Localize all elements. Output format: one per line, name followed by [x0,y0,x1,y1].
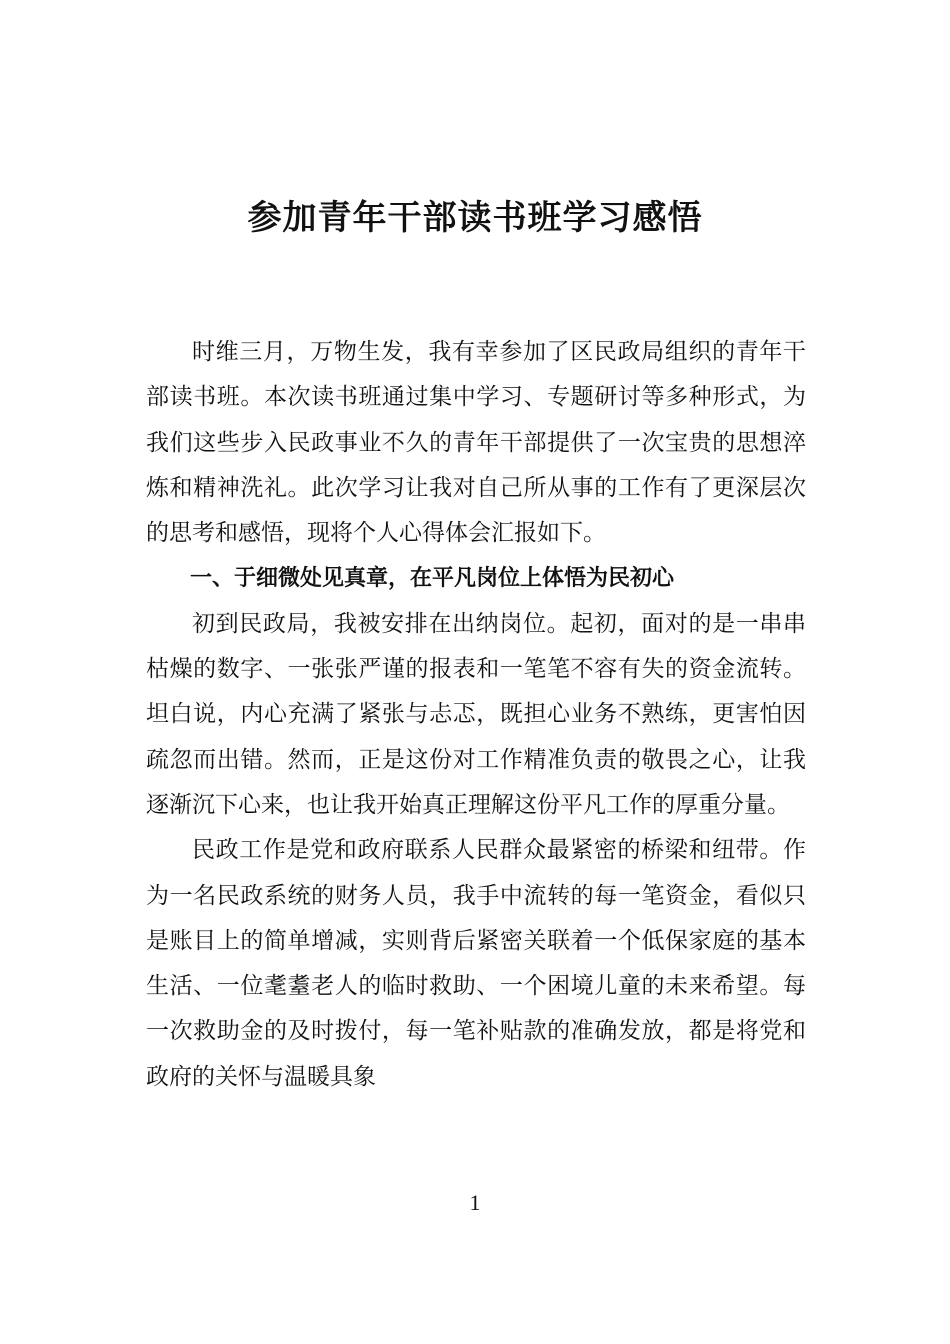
page-number: 1 [469,1190,481,1215]
document-body [146,330,806,1100]
paragraph-intro: 时维三月，万物生发，我有幸参加了区民政局组织的青年干部读书班。本次读书班通过集中学习、专题研讨等多种形式，为我们这些步入民政事业不久的青年干部提供了一次宝贵的思想淬炼和精神洗礼。此次学习让我对自己所从事的工作有了更深层次的思考和感悟，现将个人心得体会汇报如下。 [146,339,806,547]
paragraph-civil-affairs: 民政工作是党和政府联系人民群众最紧密的桥梁和纽带。作为一名民政系统的财务人员，我手中流转的每一笔资金，看似只是账目上的简单增减，实则背后紧密关联着一个低保家庭的基本生活、一位耄耋老人的临时救助、一个困境儿童的未来希望。每一次救助金的及时拨付，每一笔补贴款的准确发放，都是将党和政府的关怀与温暖具象 [146,837,806,1090]
paragraph-cashier-post: 初到民政局，我被安排在出纳岗位。起初，面对的是一串串枯燥的数字、一张张严谨的报表和一笔笔不容有失的资金流转。坦白说，内心充满了紧张与忐忑，既担心业务不熟练，更害怕因疏忽而出错。然而，正是这份对工作精准负责的敬畏之心，让我逐渐沉下心来，也让我开始真正理解这份平凡工作的厚重分量。 [146,610,806,818]
document-title: 参加青年干部读书班学习感悟 [247,198,703,238]
section-heading-1: 一、于细微处见真章，在平凡岗位上体悟为民初心 [190,566,675,592]
